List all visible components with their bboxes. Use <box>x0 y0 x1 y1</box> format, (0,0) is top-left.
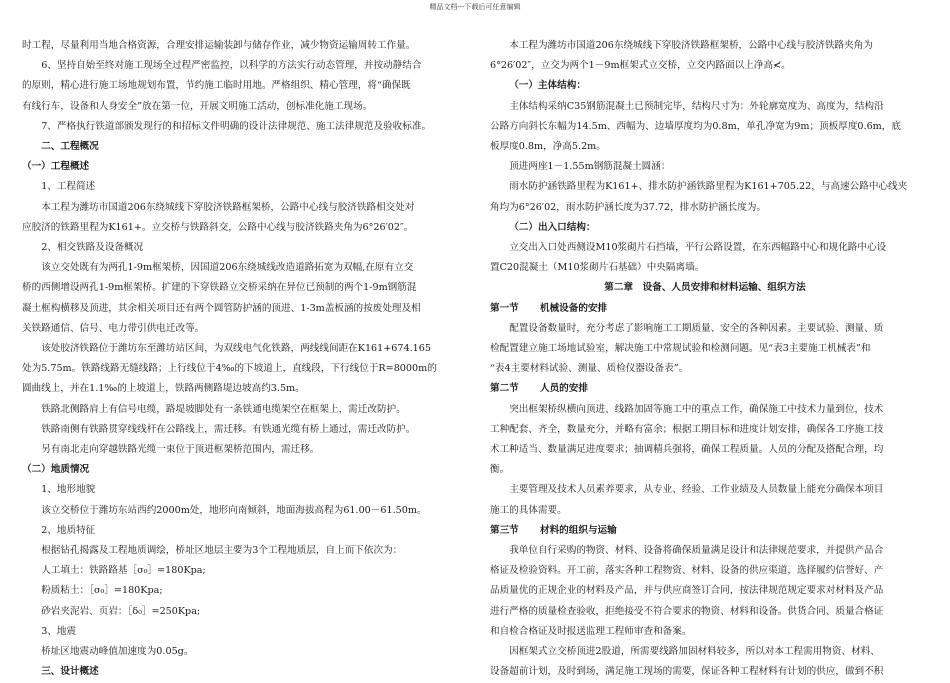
item-heading: 2、相交铁路及设备概况 <box>41 242 144 254</box>
paragraph: 因框架式立交桥顶进2股道，所需要线路加固材料较多，所以对本工程需用物资、材料、 <box>509 646 880 658</box>
paragraph: 另有南北走向穿越铁路光缆一束位于顶进框架桥范围内，需迁移。 <box>41 444 320 456</box>
paragraph: 应胶济的铁路里程为K161+。立交桥与铁路斜交，公路中心线与胶济铁路夹角为6°26′02″。 <box>22 221 414 233</box>
right-column <box>490 36 920 683</box>
page-header: 精品文档---下载后可任意编辑 <box>429 3 521 11</box>
paragraph: 铁路北侧路肩上有信号电缆，路堤坡脚处有一条铁通电缆架空在框架上，需迁改防护。 <box>41 403 406 415</box>
paragraph: 突出框架桥纵横向顶进、线路加固等施工中的重点工作，确保施工中技术力量到位，技术 <box>509 403 884 415</box>
paragraph: 该立交处既有为两孔1-9m框架桥，因国道206东绕城线改造道路拓宽为双幅,在原有立交 <box>41 262 414 274</box>
paragraph: 的原则，精心进行施工场地规划布置，节约施工临时用地。严格组织、精心管理，将“确保既 <box>22 80 411 92</box>
left-column <box>22 36 468 683</box>
paragraph: 本工程为潍坊市国道206东绕城线下穿胶济铁路框架桥，公路中心线与胶济铁路相交处对 <box>41 201 415 213</box>
paragraph: 关铁路通信、信号、电力带引供电迁改等。 <box>22 322 205 334</box>
paragraph: 粉质粘土：［σ₀］=180Kpa; <box>41 585 163 597</box>
paragraph: 有线行车，设备和人身安全”放在第一位，开展文明施工活动，创标准化施工现场。 <box>22 100 373 112</box>
item-heading: 2、地质特征 <box>41 524 96 536</box>
paragraph: 格证及检验资料。开工前，落实各种工程物资、材料、设备的供应渠道，选择履约信誉好、产 <box>490 565 884 577</box>
paragraph: 铁路南侧有铁路贯穿线线杆在公路线上，需迁移。有铁通光缆有桥上通过，需迁改防护。 <box>41 423 416 435</box>
paragraph: 我单位自行采购的物资、材料、设备将确保质量满足设计和法律规范要求，并提供产品合 <box>509 545 884 557</box>
section-number: 第一节 <box>490 302 519 314</box>
paragraph: 7、严格执行铁道部颁发现行的和招标文件明确的设计法律规范、施工法律规范及验收标准。 <box>41 120 432 132</box>
section-number: 第三节 <box>490 524 519 536</box>
section-title: 机械设备的安排 <box>540 302 608 314</box>
paragraph: 本工程为潍坊市国道206东绕城线下穿胶济铁路框架桥，公路中心线与胶济铁路夹角为 <box>509 40 873 51</box>
section-heading: 二、工程概况 <box>41 141 99 153</box>
section-number: 第二节 <box>490 383 519 395</box>
paragraph: 圆曲线上，并在1.1‰的上坡道上，铁路两侧路堤边坡高约3.5m。 <box>22 383 305 395</box>
paragraph: 角均为6°26′02，雨水防护涵长度为37.72，排水防护涵长度为。 <box>490 201 767 213</box>
section-title: 人员的安排 <box>540 383 588 395</box>
paragraph: 品质量优的正规企业的材料及产品，并与供应商签订合同，按法律规范规定要求对材料及产品 <box>490 585 884 597</box>
paragraph: 主体结构采纳C35钢筋混凝土已预制完毕，结构尺寸为：外轮廓宽度为、高度为，结构沿 <box>509 100 884 112</box>
subsection-heading: （二）出入口结构： <box>509 221 596 233</box>
paragraph: 公路方向斜长东幅为14.5m、西幅为、边墙厚度均为0.8m，单孔净宽为9m；顶板厚度0.6m，底 <box>490 120 901 132</box>
section-heading <box>490 521 920 541</box>
item-heading: 1、工程简述 <box>41 181 96 193</box>
paragraph: 时工程，尽量利用当地合格资源，合理安排运输装卸与储存作业，减少物资运输周转工作量。 <box>22 40 416 51</box>
section-heading: 三、设计概述 <box>41 666 99 678</box>
paragraph: 6°26′02″，立交为两个1－9m框架式立交桥，立交内路面以上净高≮。 <box>490 60 791 72</box>
paragraph: 该处胶济铁路位于潍坊东至潍坊站区间，为双线电气化铁路，两线线间距在K161+674.165 <box>41 343 431 355</box>
paragraph: 桥址区地震动峰值加速度为0.05g。 <box>41 646 194 658</box>
paragraph: 立交出入口处西侧设M10浆砌片石挡墙，平行公路设置，在东西幅路中心和规化路中心设 <box>509 242 887 254</box>
chapter-title: 第二章 设备、人员安排和材料运输、组织方法 <box>604 282 806 294</box>
paragraph: 雨水防护涵铁路里程为K161+、排水防护涵铁路里程为K161+705.22，与高速公路中心线夹 <box>509 181 908 193</box>
paragraph: 配置设备数量时，充分考虑了影响施工工期质量、安全的各种因素。主要试验、测量、质 <box>509 322 884 334</box>
paragraph: 施工的具体需要。 <box>490 504 567 516</box>
section-heading <box>490 379 920 399</box>
paragraph: 设备超前计划，及时到场，满足施工现场的需要，保证各种工程材料有计划的供应，做到不积 <box>490 666 884 678</box>
paragraph: 砂岩夹泥岩、页岩：［δ₀］=250Kpa; <box>41 605 201 617</box>
paragraph: 进行严格的质量检查验收，拒绝接受不符合要求的物资、材料和设备。供货合同、质量合格证 <box>490 605 884 617</box>
paragraph: 该立交桥位于潍坊东站西约2000m处，地形向南倾斜，地面海拔高程为61.00－61.50m。 <box>41 504 427 516</box>
paragraph: 衡。 <box>490 464 510 476</box>
subsection-heading: （一）工程概述 <box>22 161 90 173</box>
paragraph: 人工填土：铁路路基［σ₀］=180Kpa; <box>41 565 206 577</box>
section-heading <box>490 299 920 319</box>
paragraph: 工种配套、齐全，数量充分，并略有富余；根据工期目标和进度计划安排，确保各工序施工技 <box>490 423 884 435</box>
paragraph: 术工种适当、数量满足进度要求；抽调精兵强将，确保工程质量。人员的分配及搭配合理，均 <box>490 444 884 456</box>
paragraph: 检配置建立施工场地试验室，解决施工中常规试验和检测问题。见“表3主要施工机械表”和 <box>490 343 871 355</box>
paragraph: 顶进两座1－1.55m钢筋混凝土圆涵： <box>509 161 671 173</box>
section-title: 材料的组织与运输 <box>540 524 617 536</box>
subsection-heading: （一）主体结构： <box>509 80 586 92</box>
paragraph: 处为5.75m。铁路线路无缝线路；上行线位于4‰的下坡道上，直线段，下行线位于R=8000m的 <box>22 363 437 375</box>
paragraph: “表4主要材料试验、测量、质检仪器设备表”。 <box>490 363 689 375</box>
paragraph: 根据钻孔揭露及工程地质调绘，桥址区地层主要为3个工程地质层，自上而下依次为： <box>41 545 403 557</box>
paragraph: 主要管理及技术人员素养要求，从专业、经验、工作业绩及人员数量上能充分确保本项目 <box>509 484 884 496</box>
paragraph: 凝土框构横移及顶进，其余相关项目还有两个圆管防护涵的顶进、1-3m盖板涵的按废处理及相 <box>22 302 421 314</box>
subsection-heading: （二）地质情况 <box>22 464 90 476</box>
paragraph: 置C20混凝土（M10浆砌片石基础）中央隔离墙。 <box>490 262 705 274</box>
item-heading: 1、地形地貌 <box>41 484 96 496</box>
paragraph: 和自检合格证及时报送监理工程师审查和备案。 <box>490 625 692 637</box>
paragraph: 6、坚持自始至终对施工现场全过程严密监控，以科学的方法实行动态管理，并按动静结合 <box>41 60 422 72</box>
item-heading: 3、地震 <box>41 625 77 637</box>
paragraph: 板厚度0.8m，净高5.2m。 <box>490 141 606 153</box>
paragraph: 桥的西侧增设两孔1-9m框架桥。扩建的下穿铁路立交桥采纳在异位已预制的两个1-9m钢筋混 <box>22 282 417 294</box>
